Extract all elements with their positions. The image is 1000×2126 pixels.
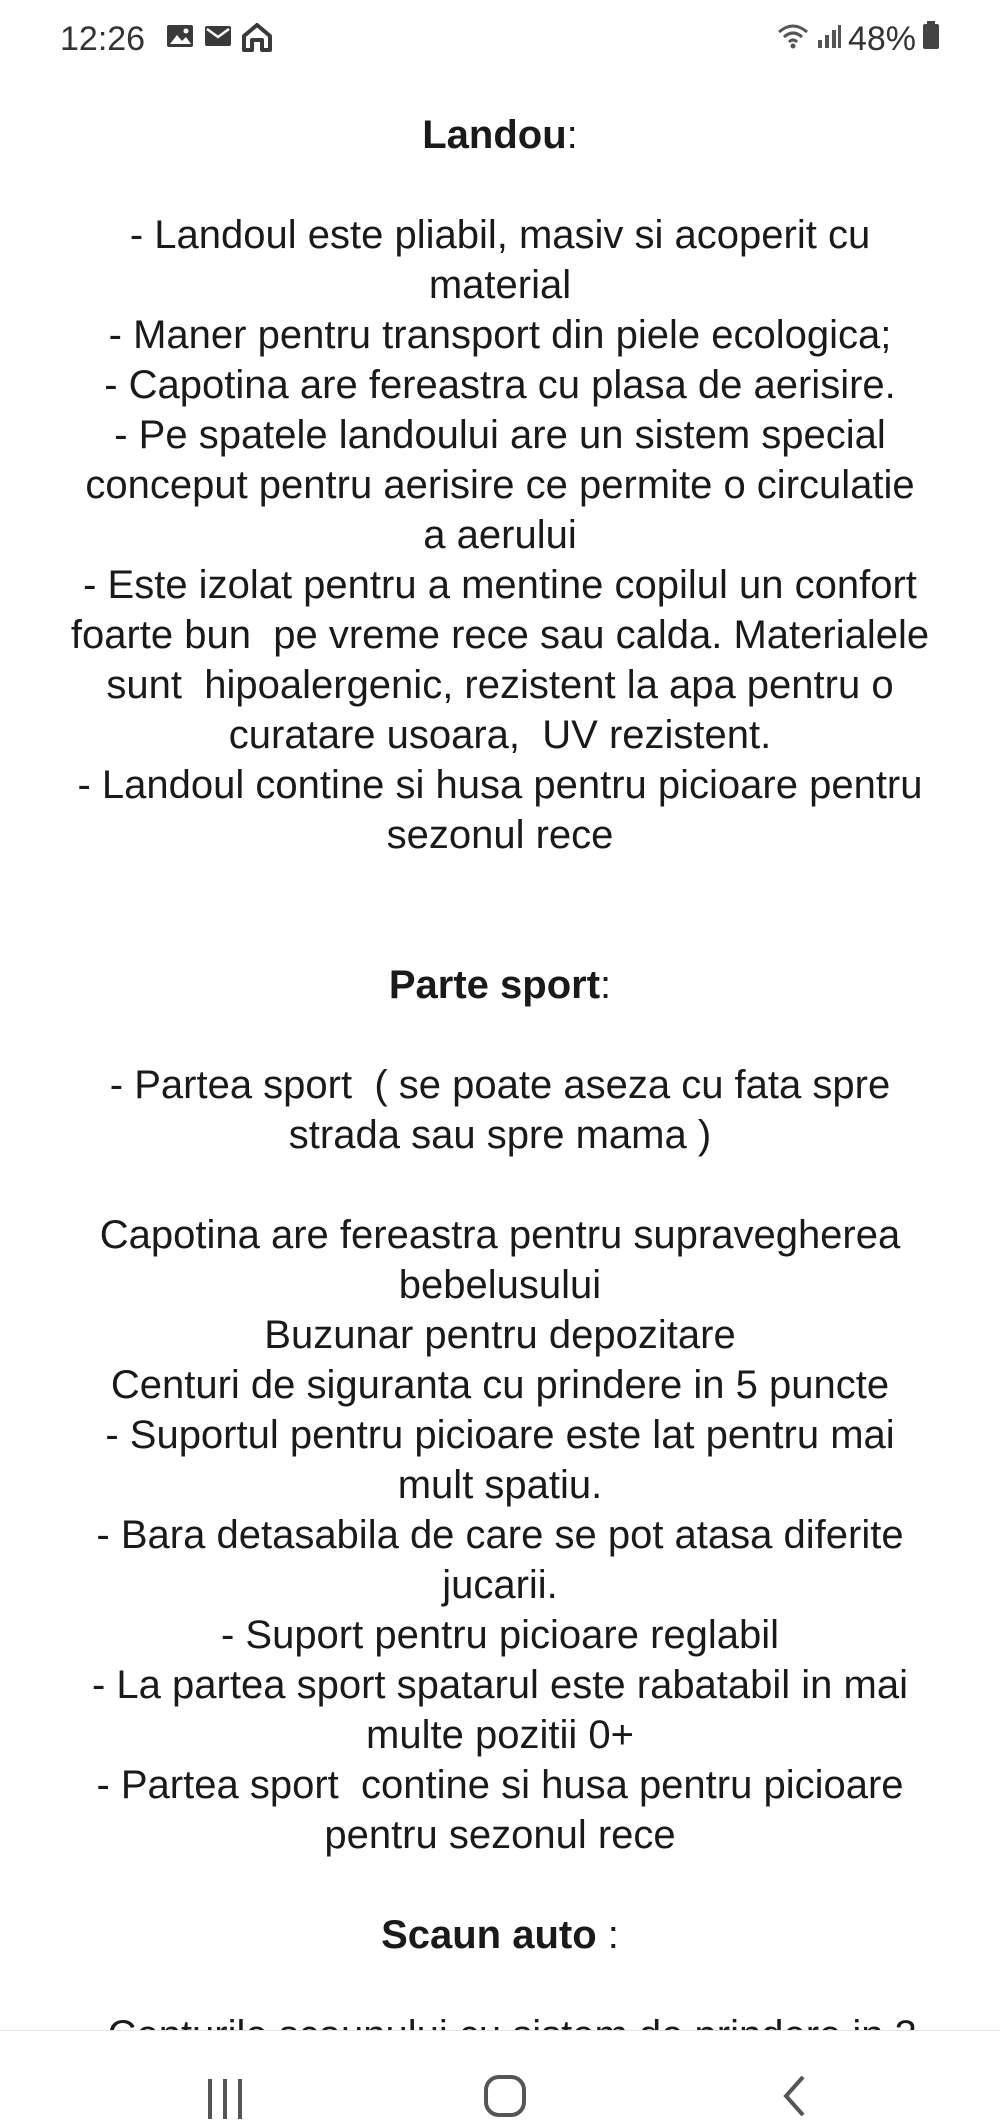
text-line: pentru sezonul rece (324, 1813, 676, 1857)
text-line: - Maner pentru transport din piele ecologica; (108, 313, 892, 357)
text-line: - Bara detasabila de care se pot atasa diferite (96, 1513, 904, 1557)
spacer (22, 1160, 978, 1210)
text-line: - Capotina are fereastra cu plasa de aerisire. (104, 363, 896, 407)
section-heading-title: Landou (422, 113, 567, 157)
spacer (22, 160, 978, 210)
text-line: - La partea sport spatarul este rabatabil in mai (92, 1663, 908, 1707)
text-line: bebelusului (398, 1263, 602, 1307)
home-button[interactable] (480, 2071, 530, 2126)
home-app-icon (241, 22, 273, 52)
recent-apps-button[interactable] (200, 2071, 250, 2126)
section-heading-suffix: : (596, 1913, 619, 1957)
section-heading-suffix: : (600, 963, 612, 1007)
signal-icon (816, 20, 842, 59)
section-heading-title: Scaun auto (381, 1913, 597, 1957)
spacer (22, 860, 978, 960)
section-heading (22, 1910, 978, 1960)
text-line: - Landoul contine si husa pentru picioare pentru (77, 763, 923, 807)
text-line: - Partea sport contine si husa pentru picioare (96, 1763, 904, 1807)
text-line: sezonul rece (386, 813, 614, 857)
image-icon (165, 22, 195, 52)
product-description (22, 110, 978, 2060)
notification-icons (165, 22, 273, 52)
text-line: sunt hipoalergenic, rezistent la apa pentru o (106, 663, 894, 707)
system-icons (776, 20, 940, 59)
navigation-bar (0, 2030, 1000, 2118)
mail-icon (203, 22, 233, 52)
text-line: Buzunar pentru depozitare (264, 1313, 736, 1357)
text-line: multe pozitii 0+ (366, 1713, 634, 1757)
text-line: curatare usoara, UV rezistent. (228, 713, 772, 757)
spacer (22, 1010, 978, 1060)
text-line: a aerului (423, 513, 577, 557)
text-line: - Landoul este pliabil, masiv si acoperit cu (129, 213, 871, 257)
section-heading-suffix: : (566, 113, 578, 157)
text-line: Capotina are fereastra pentru supravegherea (99, 1213, 901, 1257)
text-line: mult spatiu. (397, 1463, 603, 1507)
wifi-icon (776, 20, 810, 59)
text-line: - Este izolat pentru a mentine copilul un confort (83, 563, 917, 607)
text-line: conceput pentru aerisire ce permite o circulatie (85, 463, 915, 507)
text-line: - Partea sport ( se poate aseza cu fata spre (109, 1063, 891, 1107)
text-line: jucarii. (442, 1563, 558, 1607)
back-button[interactable] (770, 2071, 820, 2126)
text-line: Centuri de siguranta cu prindere in 5 puncte (110, 1363, 890, 1407)
section-heading (22, 960, 978, 1010)
spacer (22, 1960, 978, 2010)
spacer (22, 1860, 978, 1910)
section-heading (22, 110, 978, 160)
battery-percent: 48% (847, 20, 916, 58)
text-line: - Suportul pentru picioare este lat pentru mai (105, 1413, 895, 1457)
status-bar (0, 0, 1000, 80)
text-line: - Pe spatele landoului are un sistem special (114, 413, 886, 457)
text-line: material (428, 263, 572, 307)
battery-icon (922, 20, 940, 59)
text-line: - Suport pentru picioare reglabil (220, 1613, 780, 1657)
text-line: strada sau spre mama ) (288, 1113, 712, 1157)
status-time: 12:26 (60, 20, 146, 58)
section-heading-title: Parte sport (388, 963, 601, 1007)
text-line: foarte bun pe vreme rece sau calda. Materialele (70, 613, 930, 657)
